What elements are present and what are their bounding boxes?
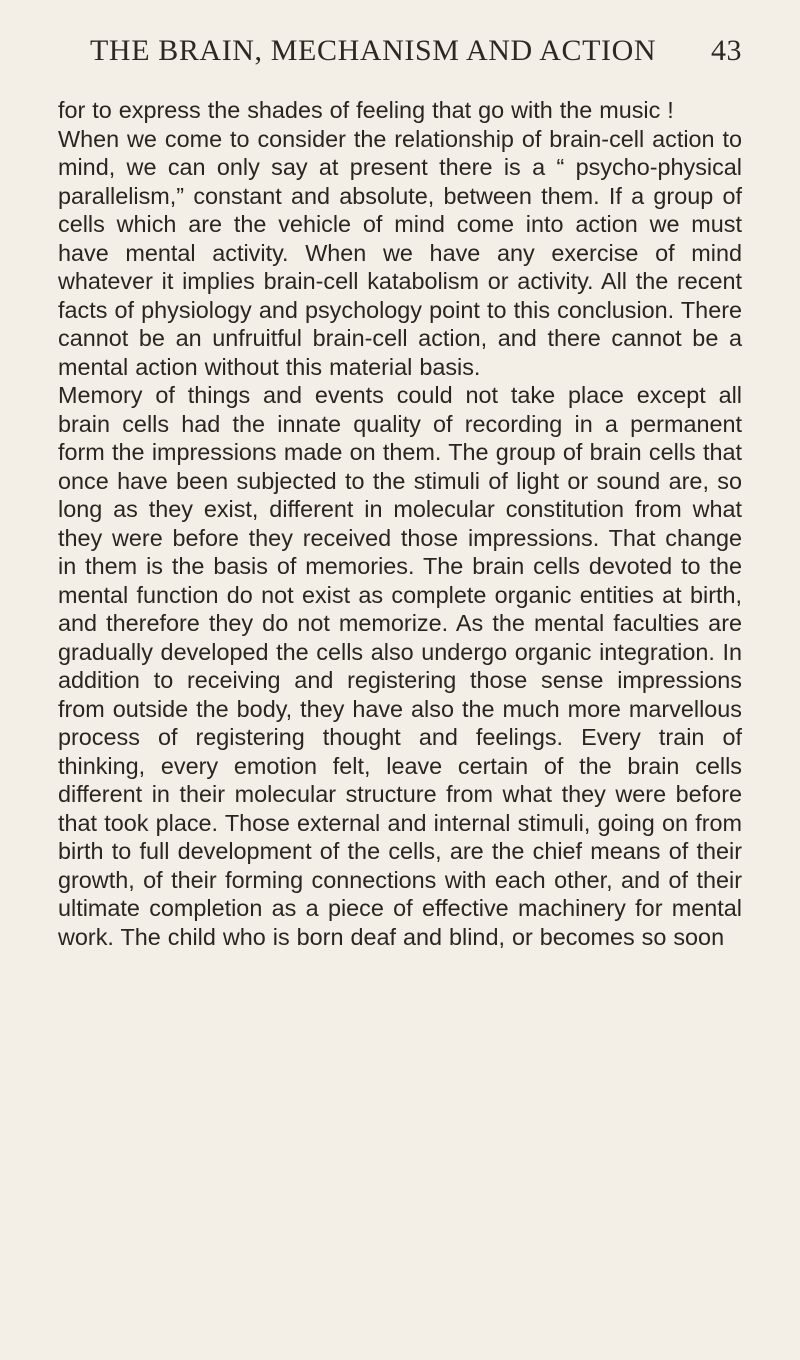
paragraph-memory: Memory of things and events could not take place except all brain cells had the innate quality of recording in a permanent form the impressions made on them. The group of brain cells that once have been subjected to the stimuli of light or sound are, so long as they exist, different in molecular constitution from what they were before they received those impressions. That change in them is the basis of memories. The brain cells devoted to the mental function do not exist as complete organic entities at birth, and therefore they do not memorize. As the mental faculties are gradually developed the cells also undergo organic integration. In addition to receiving and registering those sense impressions from outside the body, they have also the much more marvellous process of registering thought and feelings. Every train of thinking, every emotion felt, leave certain of the brain cells different in their molecular structure from what they were before that took place. Those external and internal stimuli, going on from birth to full development of the cells, are the chief means of their growth, of their forming connections with each other, and of their ultimate completion as a piece of effective machinery for mental work. The child who is born deaf and blind, or becomes so soon xyxy=(58,382,742,950)
body-text xyxy=(58,96,742,951)
paragraph-psycho-physical: When we come to consider the relationship of brain-cell action to mind, we can only say at present there is a “ psycho-physical parallelism,” constant and absolute, between them. If a group of cells which are the vehicle of mind come into action we must have mental activity. When we have any exercise of mind whatever it implies brain-cell katabolism or activity. All the recent facts of physiology and psychology point to this conclusion. There cannot be an unfruitful brain-cell action, and there cannot be a mental action without this material basis. xyxy=(58,125,742,380)
running-head-title: THE BRAIN, MECHANISM AND ACTION xyxy=(90,34,657,67)
page-number: 43 xyxy=(711,34,742,67)
running-head xyxy=(58,34,742,84)
paragraph-continuation: for to express the shades of feeling that go with the music ! xyxy=(58,97,674,123)
